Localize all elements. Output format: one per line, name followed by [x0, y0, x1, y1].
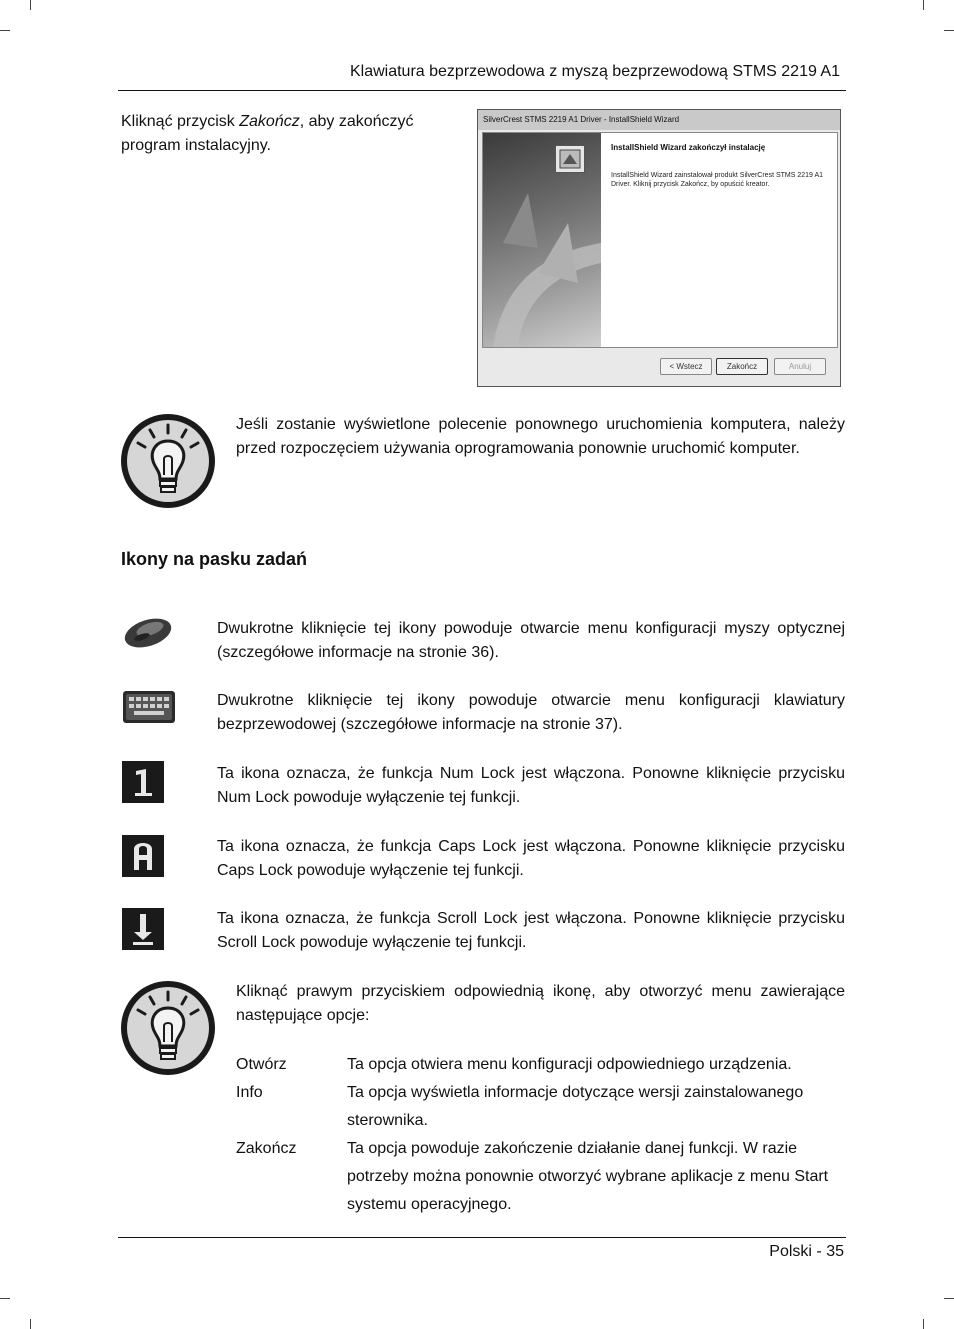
section-title: Ikony na pasku zadań	[121, 549, 308, 569]
mouse-icon	[122, 613, 174, 658]
crop-mark	[923, 0, 924, 10]
crop-mark	[0, 30, 10, 31]
wizard-body	[482, 132, 838, 348]
header-rule	[118, 90, 846, 91]
crop-mark	[923, 1319, 924, 1329]
lightbulb-tip-icon	[120, 980, 216, 1076]
context-menu-tip-text: Kliknąć prawym przyciskiem odpowiednią ikonę, aby otworzyć menu zawierające następujące opcje:	[236, 983, 845, 1024]
restart-tip-text: Jeśli zostanie wyświetlone polecenie ponownego uruchomienia komputera, należy przed rozpoczęciem używania oprogramowania ponownie uruchomić komputer.	[236, 416, 845, 457]
scroll-lock-icon	[122, 908, 164, 955]
running-header: Klawiatura bezprzewodowa z myszą bezprzewodową STMS 2219 A1	[349, 63, 840, 80]
option-description: Ta opcja otwiera menu konfiguracji odpowiedniego urządzenia.	[347, 1056, 792, 1073]
intro-paragraph	[121, 110, 441, 158]
footer-rule	[118, 1237, 846, 1238]
intro-suffix: , aby zakończyć program instalacyjny.	[121, 113, 414, 154]
installshield-logo-icon	[555, 145, 585, 173]
caps-lock-icon	[122, 835, 164, 882]
wizard-cancel-button[interactable]: Anuluj	[774, 358, 826, 375]
scroll-lock-description: Ta ikona oznacza, że funkcja Scroll Lock jest włączona. Ponowne kliknięcie przycisku Scroll Lock powoduje wyłączenie tej funkcji.	[217, 910, 845, 951]
keyboard-icon-description: Dwukrotne kliknięcie tej ikony powoduje otwarcie menu konfiguracji klawiatury bezprzewodowej (szczegółowe informacje na stronie 37).	[217, 692, 845, 733]
mouse-icon-description: Dwukrotne kliknięcie tej ikony powoduje otwarcie menu konfiguracji myszy optycznej (szczegółowe informacje na stronie 36).	[217, 620, 845, 661]
crop-mark	[944, 1298, 954, 1299]
option-row	[236, 1079, 845, 1135]
crop-mark	[0, 1298, 10, 1299]
lightbulb-tip-icon	[120, 413, 216, 509]
num-lock-icon	[122, 761, 164, 808]
option-description: Ta opcja wyświetla informacje dotyczące wersji zainstalowanego sterownika.	[347, 1084, 804, 1129]
options-list	[236, 1051, 845, 1219]
page-number: Polski - 35	[769, 1243, 844, 1260]
installshield-wizard-screenshot	[477, 109, 841, 387]
wizard-back-button[interactable]: < Wstecz	[660, 358, 712, 375]
option-name: Info	[236, 1084, 263, 1101]
wizard-finish-button[interactable]: Zakończ	[716, 358, 768, 375]
crop-mark	[944, 30, 954, 31]
option-row	[236, 1135, 845, 1219]
crop-mark	[30, 1319, 31, 1329]
wizard-text: InstallShield Wizard zainstalował produkt SilverCrest STMS 2219 A1 Driver. Kliknij przycisk Zakończ, by opuścić kreator.	[611, 172, 824, 188]
option-row	[236, 1051, 845, 1079]
option-name: Otwórz	[236, 1056, 287, 1073]
option-description: Ta opcja powoduje zakończenie działanie danej funkcji. W razie potrzeby można ponownie otworzyć wybrane aplikacje z menu Start systemu operacyjnego.	[347, 1140, 829, 1213]
intro-prefix: Kliknąć przycisk	[121, 113, 240, 130]
wizard-heading: InstallShield Wizard zakończył instalację	[611, 143, 766, 152]
caps-lock-description: Ta ikona oznacza, że funkcja Caps Lock jest włączona. Ponowne kliknięcie przycisku Caps Lock powoduje wyłączenie tej funkcji.	[217, 838, 845, 879]
keyboard-icon	[122, 689, 176, 730]
option-name: Zakończ	[236, 1140, 297, 1157]
crop-mark	[30, 0, 31, 10]
num-lock-description: Ta ikona oznacza, że funkcja Num Lock jest włączona. Ponowne kliknięcie przycisku Num Lock powoduje wyłączenie tej funkcji.	[217, 765, 845, 806]
intro-button-name: Zakończ	[239, 113, 300, 130]
wizard-title-bar: SilverCrest STMS 2219 A1 Driver - InstallShield Wizard	[478, 110, 840, 130]
